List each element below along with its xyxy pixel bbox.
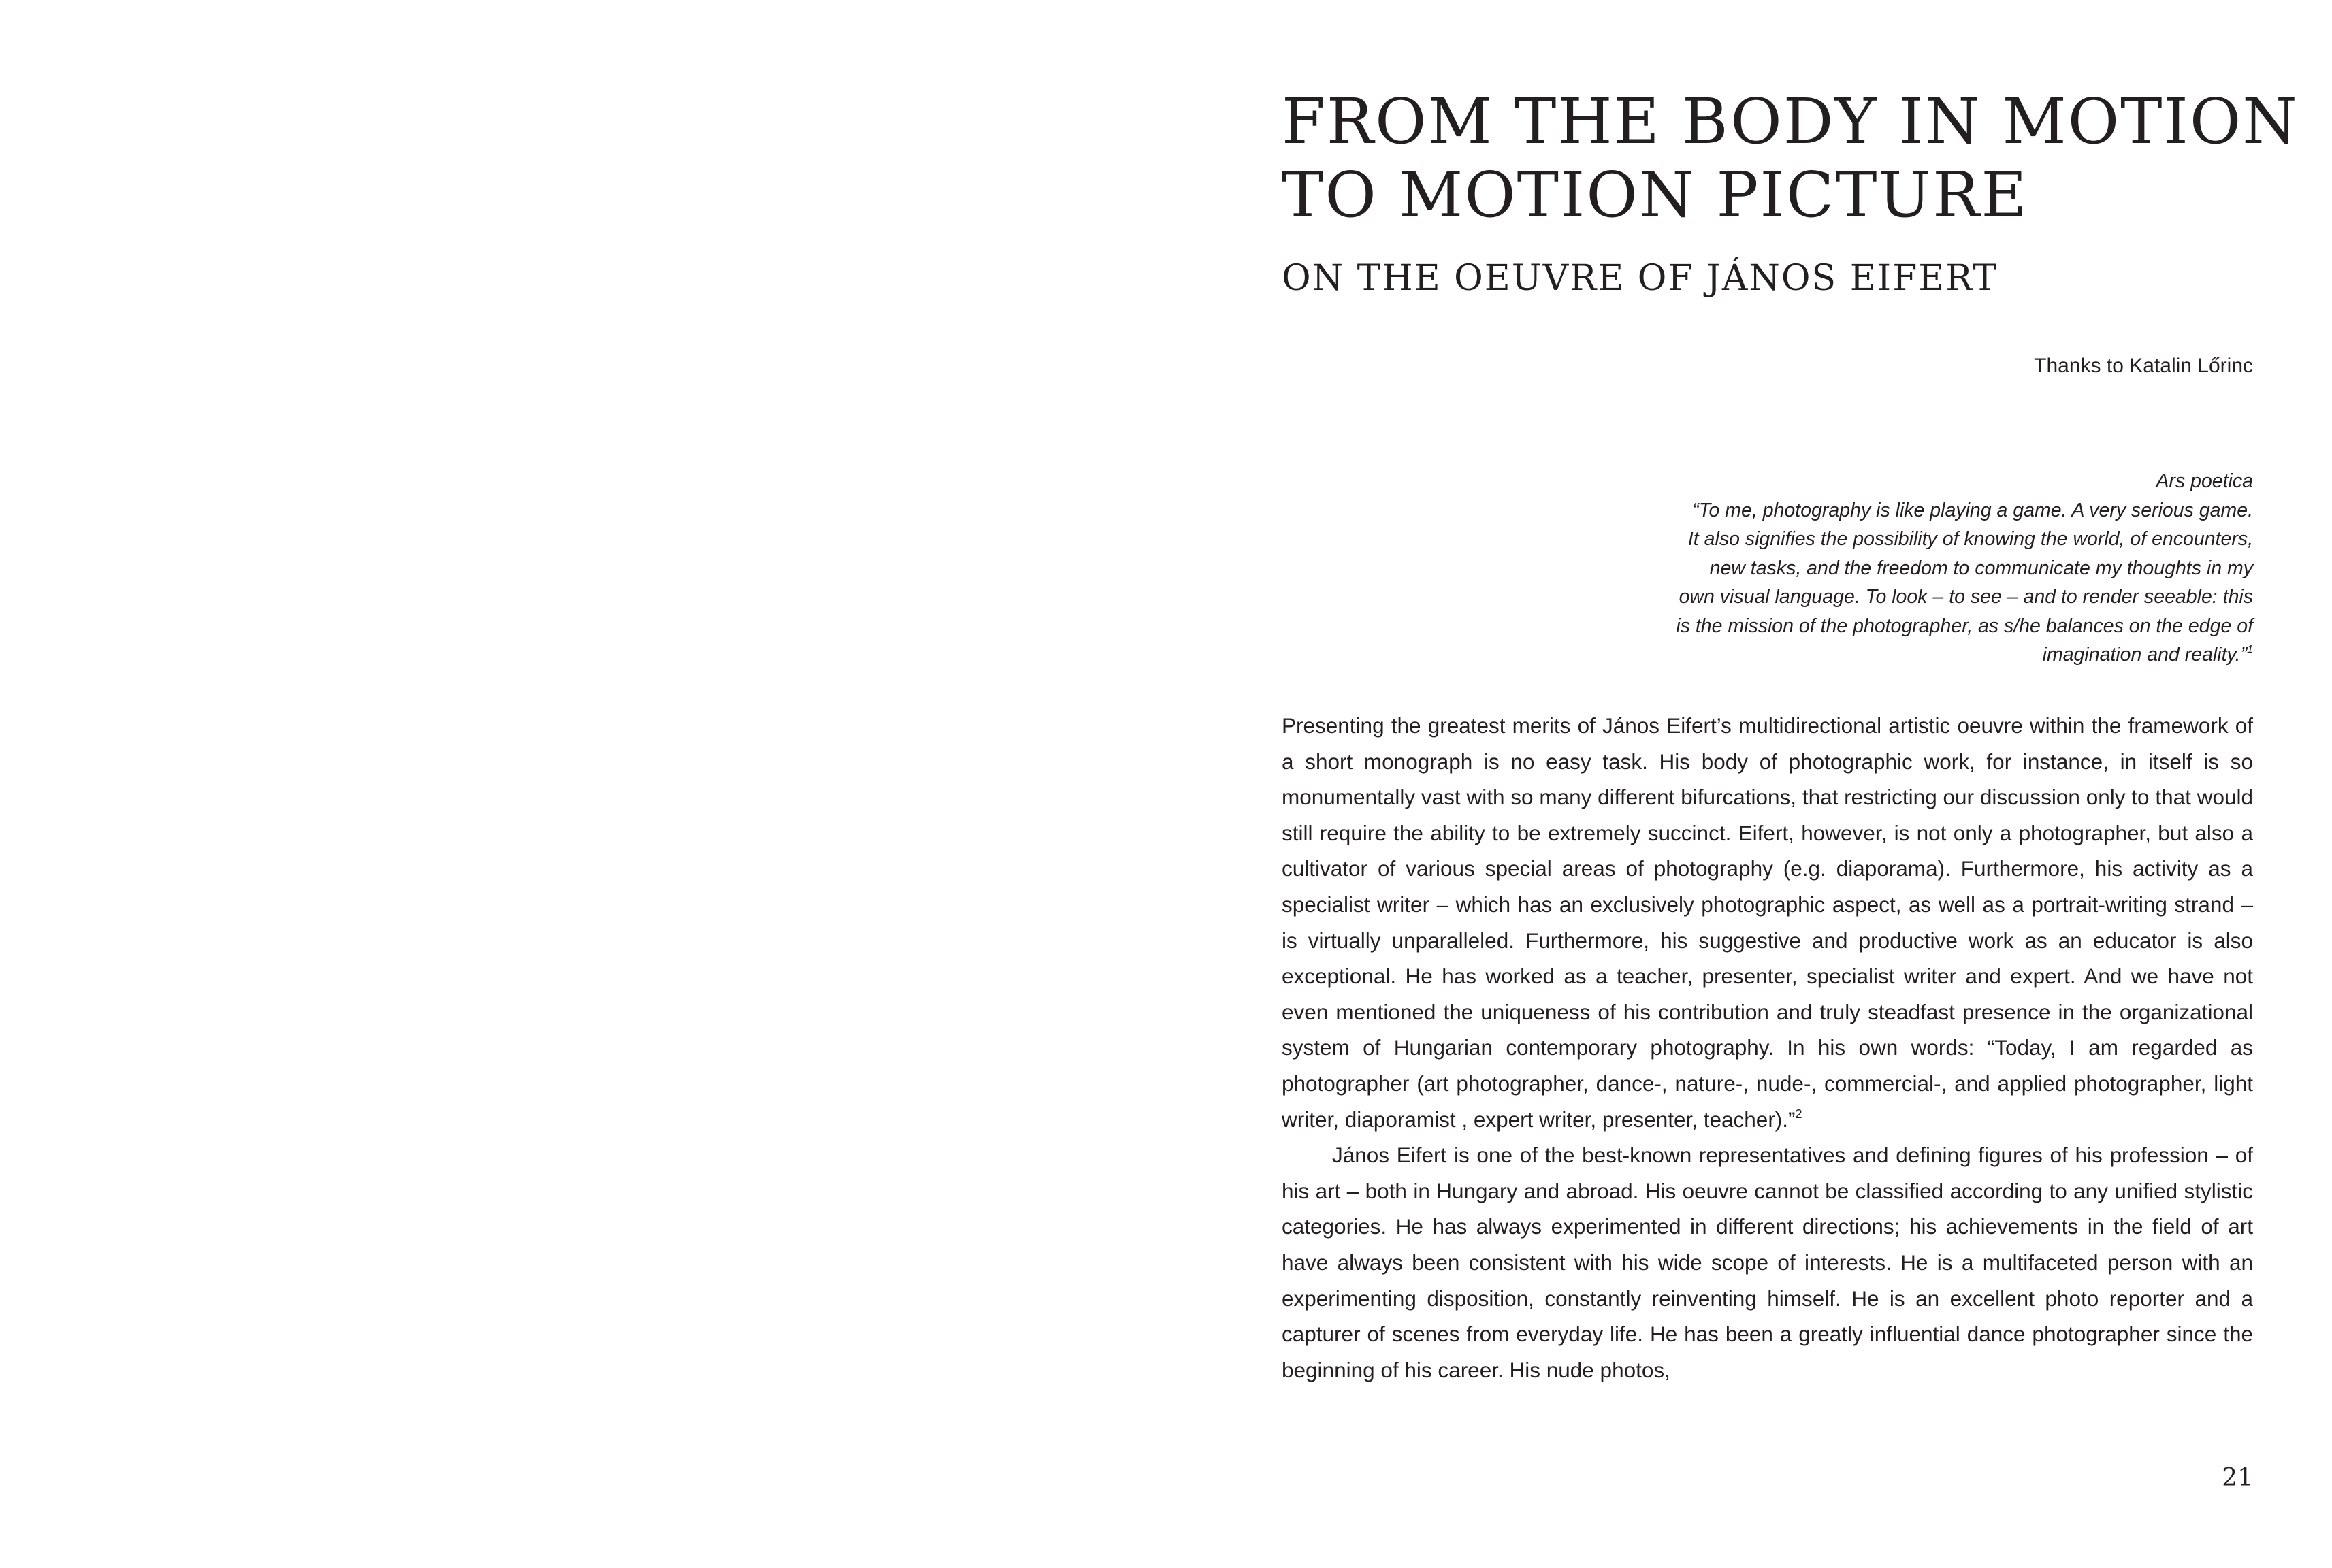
paragraph-2: János Eifert is one of the best-known representatives and defining figures of his profession – of his art – both in Hungary and abroad. His oeuvre cannot be classified according to any unified stylistic categories. He has always experimented in different directions; his achievements in the field of art have always been consistent with his wide scope of interests. He is a multifaceted person with an experimenting disposition, constantly reinventing himself. He is an excellent photo reporter and a capturer of scenes from everyday life. He has been a greatly influential dance photographer since the beginning of his career. His nude photos, — [1282, 1143, 2253, 1382]
chapter-title-line-2: TO MOTION PICTURE — [1282, 159, 2028, 231]
epigraph-line: own visual language. To look – to see – and to render seeable: this — [1679, 586, 2253, 608]
body-text — [1282, 708, 2253, 1388]
epigraph-heading: Ars poetica — [2156, 470, 2253, 492]
chapter-subtitle: ON THE OEUVRE OF JÁNOS EIFERT — [1282, 258, 1998, 299]
epigraph-line: new tasks, and the freedom to communicate my thoughts in my — [1709, 557, 2253, 579]
epigraph-line: is the mission of the photographer, as s/he balances on the edge of — [1676, 615, 2253, 637]
paragraph-1 — [1282, 708, 2253, 1137]
page-number: 21 — [2222, 1464, 2253, 1492]
right-page — [1166, 0, 2332, 1568]
chapter-title-line-1: FROM THE BODY IN MOTION — [1282, 85, 2299, 158]
chapter-title — [1282, 85, 2299, 232]
epigraph-line: imagination and reality.” — [2042, 644, 2248, 666]
epigraph-last-line — [1572, 640, 2253, 670]
footnote-mark-1[interactable]: 1 — [2247, 644, 2253, 655]
epigraph-quote — [1572, 467, 2253, 670]
acknowledgement: Thanks to Katalin Lőrinc — [2034, 355, 2253, 377]
paragraph-1-text: Presenting the greatest merits of János Eifert’s multidirectional artistic oeuvre within the framework of a short monograph is no easy task. His body of photographic work, for instance, in itself is so monumentally vast with so many different bifurcations, that restricting our discussion only to that would still require the ability to be extremely succinct. Eifert, however, is not only a photographer, but also a cultivator of various special areas of photography (e.g. diaporama). Furthermore, his activity as a specialist writer – which has an exclusively photographic aspect, as well as a portrait-writing strand – is virtually unparalleled. Furthermore, his suggestive and productive work as an educator is also exceptional. He has worked as a teacher, presenter, specialist writer and expert. And we have not even mentioned the uniqueness of his contribution and truly steadfast presence in the organizational system of Hungarian contemporary photography. In his own words: “Today, I am regarded as photographer (art photographer, dance-, nature-, nude-, commercial-, and applied photographer, light writer, diaporamist , expert writer, presenter, teacher).” — [1282, 713, 2253, 1132]
epigraph-line: It also signifies the possibility of knowing the world, of encounters, — [1687, 528, 2253, 550]
footnote-mark-2[interactable]: 2 — [1795, 1107, 1802, 1121]
epigraph-line: “To me, photography is like playing a game. A very serious game. — [1692, 499, 2253, 521]
